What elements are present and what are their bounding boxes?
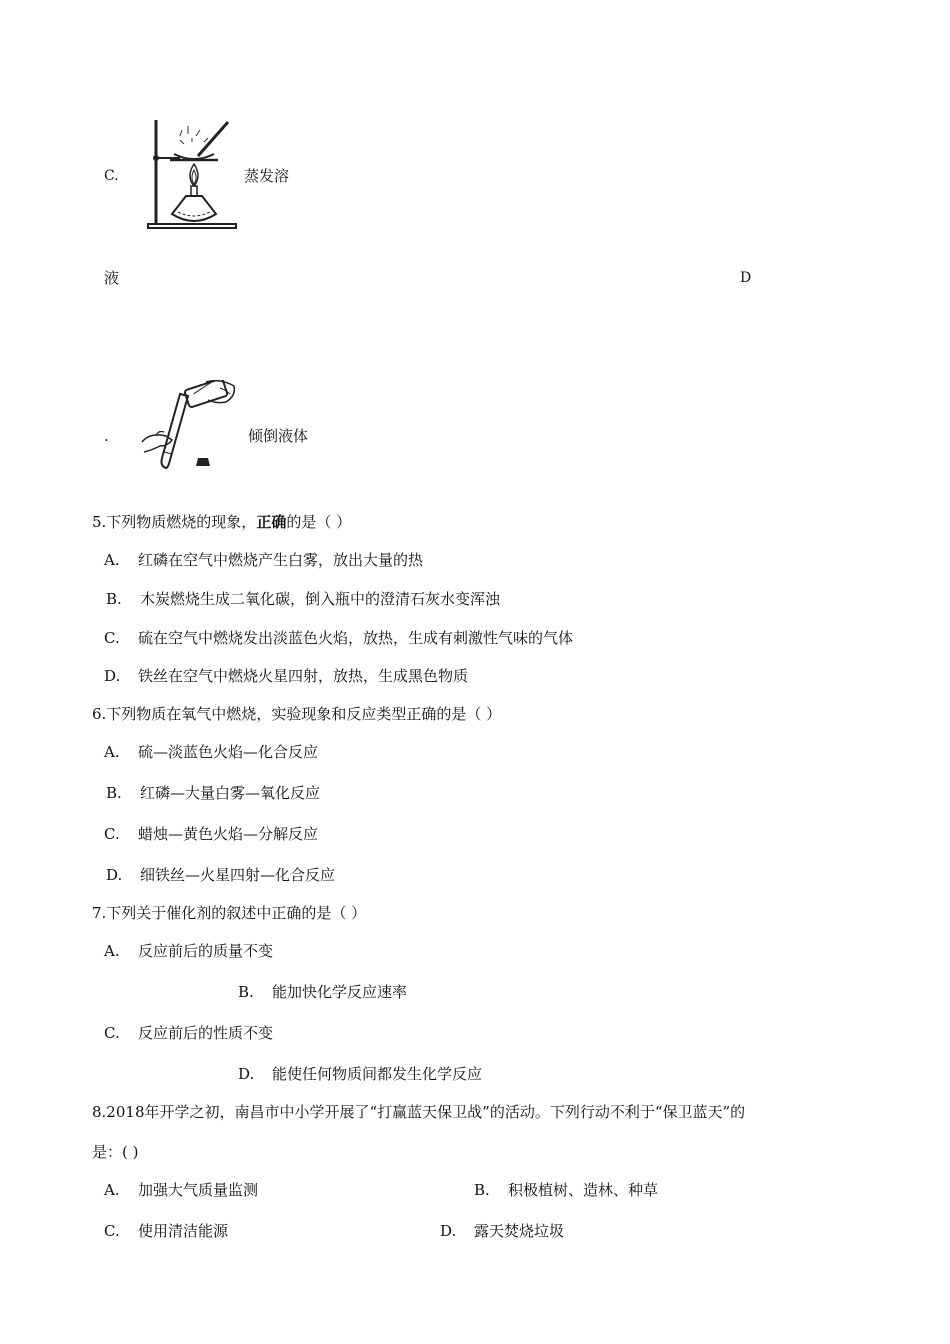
- q5-stem-bold: 正确: [256, 513, 287, 531]
- q5-option-d[interactable]: [104, 666, 468, 686]
- q6-option-a-text: 硫—淡蓝色火焰—化合反应: [138, 743, 319, 761]
- q5-option-a[interactable]: [104, 550, 423, 570]
- q7-option-c[interactable]: [104, 1023, 273, 1043]
- q5-option-a-label: A.: [104, 551, 120, 569]
- q6-option-c-label: C.: [104, 825, 120, 843]
- q6-option-d-text: 细铁丝—火星四射—化合反应: [140, 866, 336, 884]
- q5-stem-post: 的是（ ）: [286, 513, 352, 531]
- q6-option-b-text: 红磷—大量白雾—氧化反应: [140, 784, 321, 802]
- q4-option-c-label: C.: [104, 168, 119, 184]
- q8-option-a[interactable]: [104, 1180, 258, 1200]
- q5-option-b[interactable]: [106, 589, 500, 609]
- q4-option-d-text: 倾倒液体: [248, 427, 309, 445]
- q4-option-d-label: D: [740, 270, 752, 286]
- q6-option-d-label: D.: [106, 866, 123, 884]
- q8-option-d-label: D.: [440, 1222, 457, 1240]
- q7-stem: 7.下列关于催化剂的叙述中正确的是（ ）: [92, 904, 367, 922]
- q8-option-c-label: C.: [104, 1222, 120, 1240]
- q8-option-d[interactable]: [440, 1221, 564, 1241]
- q8-option-b-label: B.: [474, 1181, 490, 1199]
- q6-option-a-label: A.: [104, 743, 120, 761]
- q7-option-a-text: 反应前后的质量不变: [138, 942, 274, 960]
- q8-option-b[interactable]: [474, 1180, 658, 1200]
- q7-option-b-label: B.: [238, 983, 254, 1001]
- q5-option-a-text: 红磷在空气中燃烧产生白雾，放出大量的热: [138, 551, 424, 569]
- q7-option-b-text: 能加快化学反应速率: [272, 983, 408, 1001]
- q4-option-c-text: 蒸发溶: [244, 167, 290, 185]
- q7-option-b[interactable]: [238, 982, 407, 1002]
- q5-option-b-text: 木炭燃烧生成二氧化碳，倒入瓶中的澄清石灰水变浑浊: [140, 590, 501, 608]
- q5-option-c-text: 硫在空气中燃烧发出淡蓝色火焰，放热，生成有刺激性气味的气体: [138, 629, 574, 647]
- q8-option-a-text: 加强大气质量监测: [138, 1181, 259, 1199]
- q8-option-d-text: 露天焚烧垃圾: [474, 1222, 565, 1240]
- q7-option-c-label: C.: [104, 1024, 120, 1042]
- q8-stem-line2: 是：( ): [92, 1143, 139, 1161]
- q6-option-b[interactable]: [106, 783, 320, 803]
- q6-option-c[interactable]: [104, 824, 318, 844]
- q6-stem: 6.下列物质在氧气中燃烧，实验现象和反应类型正确的是（ ）: [92, 705, 502, 723]
- q7-option-a[interactable]: [104, 941, 273, 961]
- q8-option-a-label: A.: [104, 1181, 120, 1199]
- q8-stem-line1: 8.2018年开学之初，南昌市中小学开展了“打赢蓝天保卫战”的活动。下列行动不利于“保卫蓝天”的: [92, 1103, 746, 1121]
- q5-option-c-label: C.: [104, 629, 120, 647]
- q5-option-d-text: 铁丝在空气中燃烧火星四射，放热，生成黑色物质: [138, 667, 469, 685]
- q5-stem-pre: 5.下列物质燃烧的现象，: [92, 513, 257, 531]
- q5-option-c[interactable]: [104, 628, 573, 648]
- q8-option-c[interactable]: [104, 1221, 228, 1241]
- q4-option-c-text-wrap: 液: [104, 269, 120, 287]
- q5-option-b-label: B.: [106, 590, 122, 608]
- q6-option-d[interactable]: [106, 865, 335, 885]
- q6-option-c-text: 蜡烛—黄色火焰—分解反应: [138, 825, 319, 843]
- q5-stem: [92, 512, 351, 532]
- q7-option-d[interactable]: [238, 1064, 482, 1084]
- q5-option-d-label: D.: [104, 667, 121, 685]
- q7-option-a-label: A.: [104, 942, 120, 960]
- q7-option-d-label: D.: [238, 1065, 255, 1083]
- q6-option-a[interactable]: [104, 742, 318, 762]
- q6-option-b-label: B.: [106, 784, 122, 802]
- q7-option-c-text: 反应前后的性质不变: [138, 1024, 274, 1042]
- q7-option-d-text: 能使任何物质间都发生化学反应: [272, 1065, 483, 1083]
- q8-option-c-text: 使用清洁能源: [138, 1222, 229, 1240]
- q8-option-b-text: 积极植树、造林、种草: [508, 1181, 659, 1199]
- pouring-liquid-icon: [136, 380, 240, 470]
- evaporation-apparatus-icon: [140, 116, 240, 234]
- q4-option-d-dot: .: [104, 427, 109, 445]
